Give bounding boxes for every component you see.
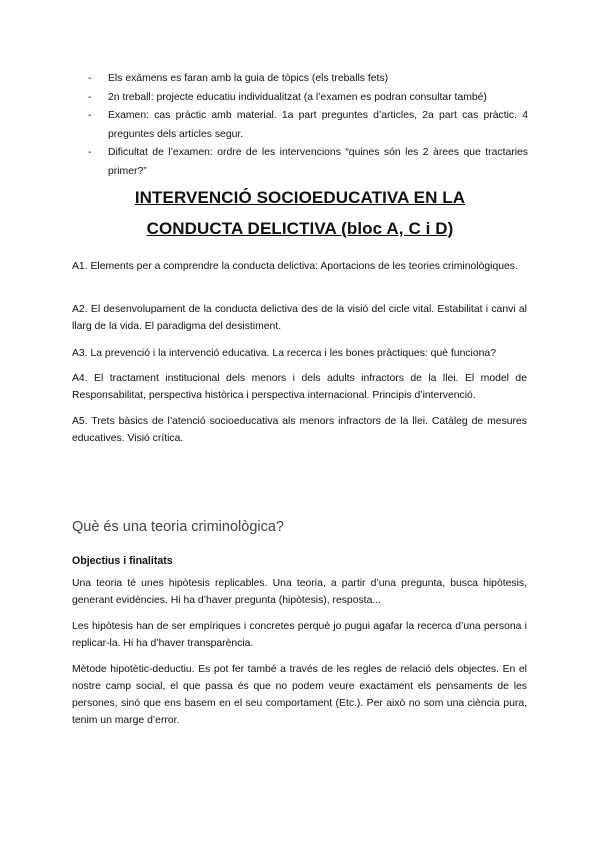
block-a3: A3. La prevenció i la intervenció educativa. La recerca i les bones pràctiques: què funciona?: [72, 348, 496, 359]
section-subheading: Objectius i finalitats: [72, 555, 173, 567]
list-item: [88, 70, 528, 89]
section-paragraph: Mètode hipotètic-deductiu. Es pot fer també a través de les regles de relació dels objectes. En el nostre camp social, el que passa és que no podem veure exactament els pensaments de les persones, sinó que ens basem en el seu comportament (Etc.). Per això no som una ciència pura, tenim un marge d’error.: [72, 664, 527, 726]
list-item: [88, 107, 528, 144]
list-item: [88, 144, 528, 181]
bullet-dash: -: [88, 73, 92, 84]
block-a1: A1. Elements per a comprendre la conducta delictiva: Aportacions de les teories criminològiques.: [72, 261, 518, 272]
block-a4: A4. El tractament institucional dels menors i dels adults infractors de la llei. El model de Responsabilitat, perspectiva històrica i perspectiva internacional. Principis d’intervenció.: [72, 373, 527, 401]
bullet-dash: -: [88, 91, 92, 103]
bullet-dash: -: [88, 147, 92, 158]
block-a5: A5. Trets bàsics de l’atenció socioeducativa als menors infractors de la llei. Catàleg de mesures educatives. Visió crítica.: [72, 416, 527, 444]
document-title-line-2: CONDUCTA DELICTIVA (bloc A, C i D): [146, 219, 454, 238]
section-heading: Què és una teoria criminològica?: [72, 519, 284, 535]
bullet-dash: -: [88, 110, 92, 121]
section-paragraph: Una teoria té unes hipòtesis replicables. Una teoria, a partir d’una pregunta, busca hipòtesis, generant evidències. Hi ha d’haver pregunta (hipòtesis), resposta...: [72, 578, 527, 606]
section-paragraph: Les hipòtesis han de ser empíriques i concretes perquè jo pugui agafar la recerca d’una persona i replicar-la. Hi ha d’haver transparència.: [72, 621, 527, 649]
list-item-text: Dificultat de l’examen: ordre de les intervencions “quines són les 2 àrees que tractaries primer?”: [108, 147, 528, 177]
list-item-text: Els exàmens es faran amb la guia de tòpics (els treballs fets): [108, 73, 389, 84]
list-item-text: 2n treball: projecte educatiu individualitzat (a l’examen es podran consultar també): [108, 91, 487, 103]
block-a2: A2. El desenvolupament de la conducta delictiva des de la visió del cicle vital. Estabilitat i canvi al llarg de la vida. El paradigma del desistiment.: [72, 304, 527, 332]
document-title-line-1: INTERVENCIÓ SOCIOEDUCATIVA EN LA: [134, 188, 466, 207]
exam-notes-list: [88, 70, 528, 181]
list-item: [88, 89, 528, 108]
list-item-text: Examen: cas pràctic amb material. 1a part preguntes d’articles, 2a part cas pràctic. 4 preguntes dels articles segur.: [108, 110, 528, 140]
